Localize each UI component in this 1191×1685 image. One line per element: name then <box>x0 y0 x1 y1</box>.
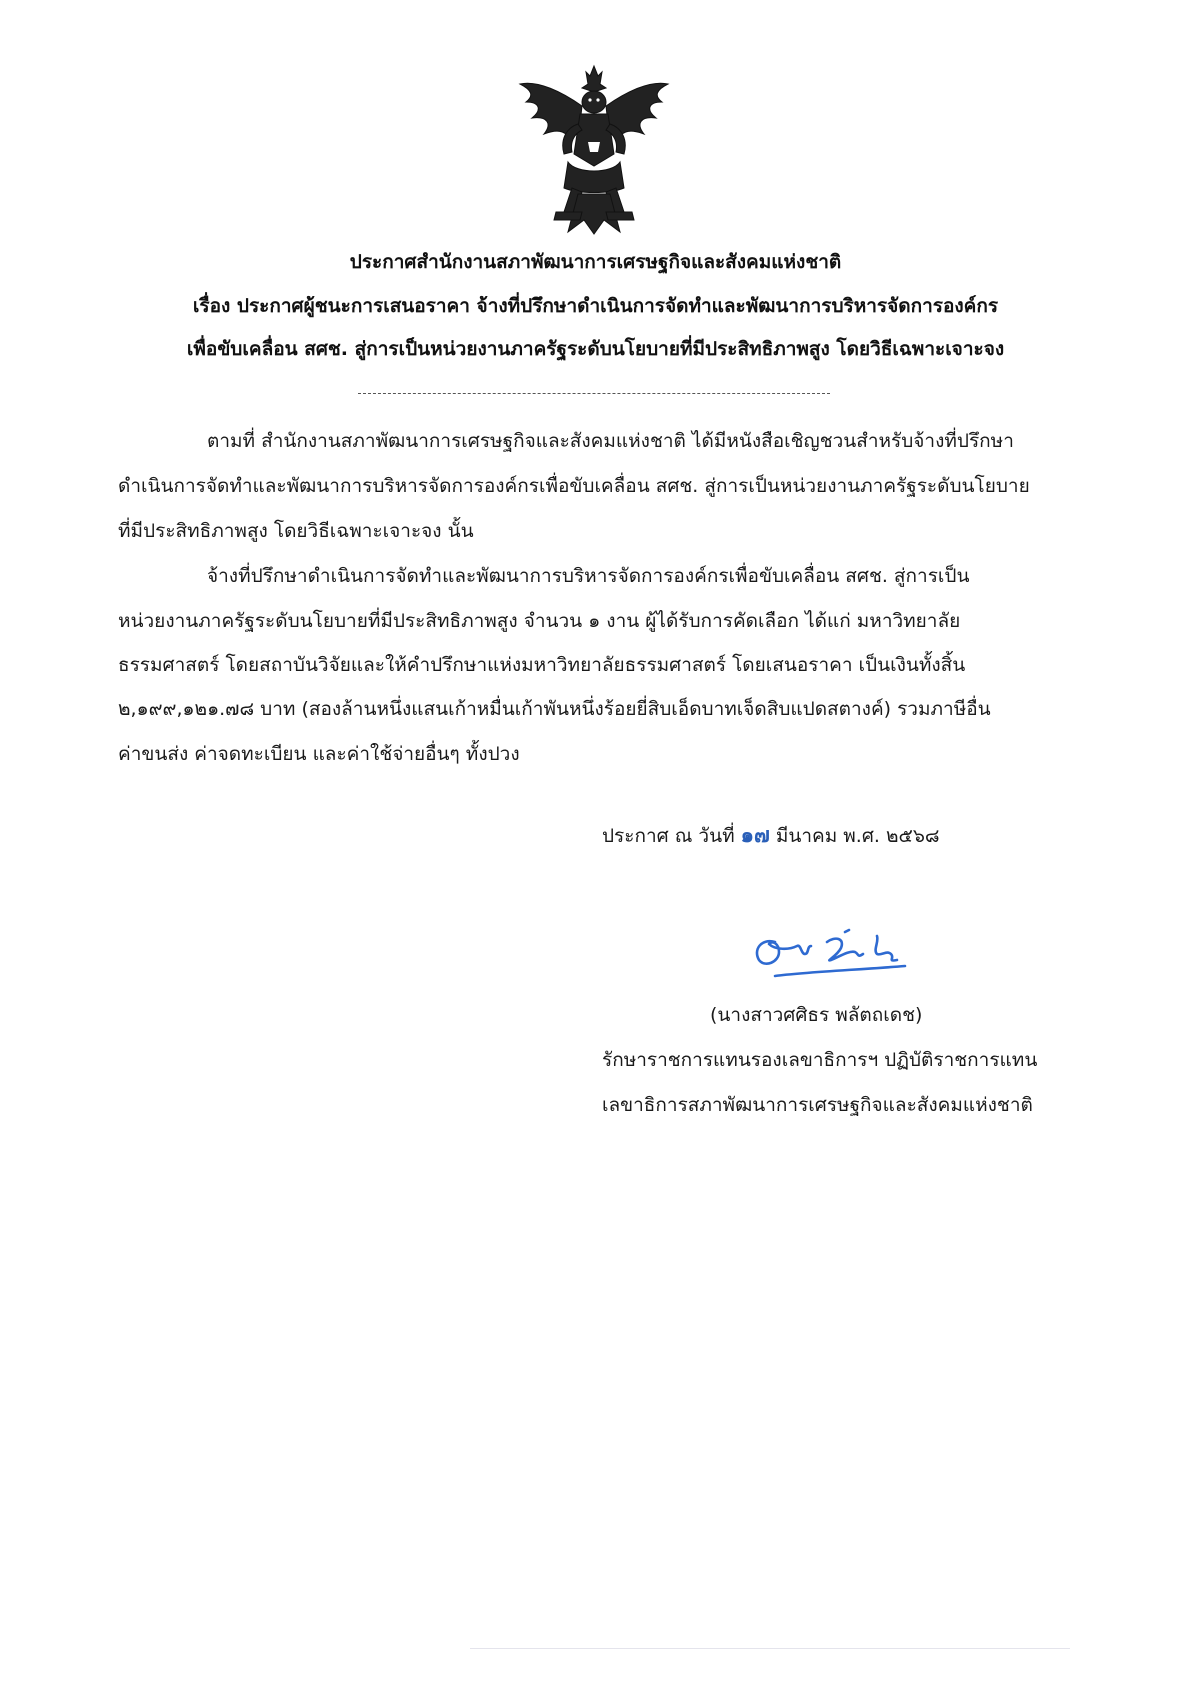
paragraph-2-line: ค่าขนส่ง ค่าจดทะเบียน และค่าใช้จ่ายอื่นๆ ทั้งปวง <box>118 743 520 765</box>
paragraph-2-line: หน่วยงานภาครัฐระดับนโยบายที่มีประสิทธิภาพสูง จำนวน ๑ งาน ผู้ได้รับการคัดเลือก ได้แก่ มหาวิทยาลัย <box>118 610 961 632</box>
paragraph-1-line: ที่มีประสิทธิภาพสูง โดยวิธีเฉพาะเจาะจง นั้น <box>118 520 474 542</box>
announcement-subject-continued: เพื่อขับเคลื่อน สศช. สู่การเป็นหน่วยงานภาครัฐระดับนโยบายที่มีประสิทธิภาพสูง โดยวิธีเฉพาะเจาะจง <box>186 338 1005 360</box>
signature-icon <box>745 920 915 990</box>
signatory-title-continued: เลขาธิการสภาพัฒนาการเศรษฐกิจและสังคมแห่งชาติ <box>602 1094 1033 1116</box>
paragraph-1-line: ดำเนินการจัดทำและพัฒนาการบริหารจัดการองค์กรเพื่อขับเคลื่อน สศช. สู่การเป็นหน่วยงานภาครัฐระดับนโยบาย <box>118 475 1030 497</box>
signatory-name: (นางสาวศศิธร พลัตถเดช) <box>710 1004 923 1026</box>
header-divider <box>358 393 830 394</box>
date-prefix: ประกาศ ณ วันที่ <box>602 825 735 847</box>
signatory-title: รักษาราชการแทนรองเลขาธิการฯ ปฏิบัติราชการแทน <box>602 1049 1038 1071</box>
announcement-date <box>602 820 940 851</box>
paragraph-2-line: ๒,๑๙๙,๑๒๑.๗๘ บาท (สองล้านหนึ่งแสนเก้าหมื่นเก้าพันหนึ่งร้อยยี่สิบเอ็ดบาทเจ็ดสิบแปดสตางค์) รวมภาษีอื่น <box>118 698 991 720</box>
date-day: ๑๗ <box>740 823 770 847</box>
date-month-year: มีนาคม พ.ศ. ๒๕๖๘ <box>775 825 940 847</box>
paragraph-1-line: ตามที่ สำนักงานสภาพัฒนาการเศรษฐกิจและสังคมแห่งชาติ ได้มีหนังสือเชิญชวนสำหรับจ้างที่ปรึกษา <box>207 430 1014 452</box>
announcement-title: ประกาศสำนักงานสภาพัฒนาการเศรษฐกิจและสังคมแห่งชาติ <box>349 251 842 273</box>
garuda-emblem-icon <box>512 62 677 237</box>
paragraph-2-line: ธรรมศาสตร์ โดยสถาบันวิจัยและให้คำปรึกษาแห่งมหาวิทยาลัยธรรมศาสตร์ โดยเสนอราคา เป็นเงินทั้งสิ้น <box>118 654 966 676</box>
scan-edge-line <box>470 1648 1070 1649</box>
announcement-subject: เรื่อง ประกาศผู้ชนะการเสนอราคา จ้างที่ปรึกษาดำเนินการจัดทำและพัฒนาการบริหารจัดการองค์กร <box>192 295 999 317</box>
paragraph-2-line: จ้างที่ปรึกษาดำเนินการจัดทำและพัฒนาการบริหารจัดการองค์กรเพื่อขับเคลื่อน สศช. สู่การเป็น <box>207 565 970 587</box>
